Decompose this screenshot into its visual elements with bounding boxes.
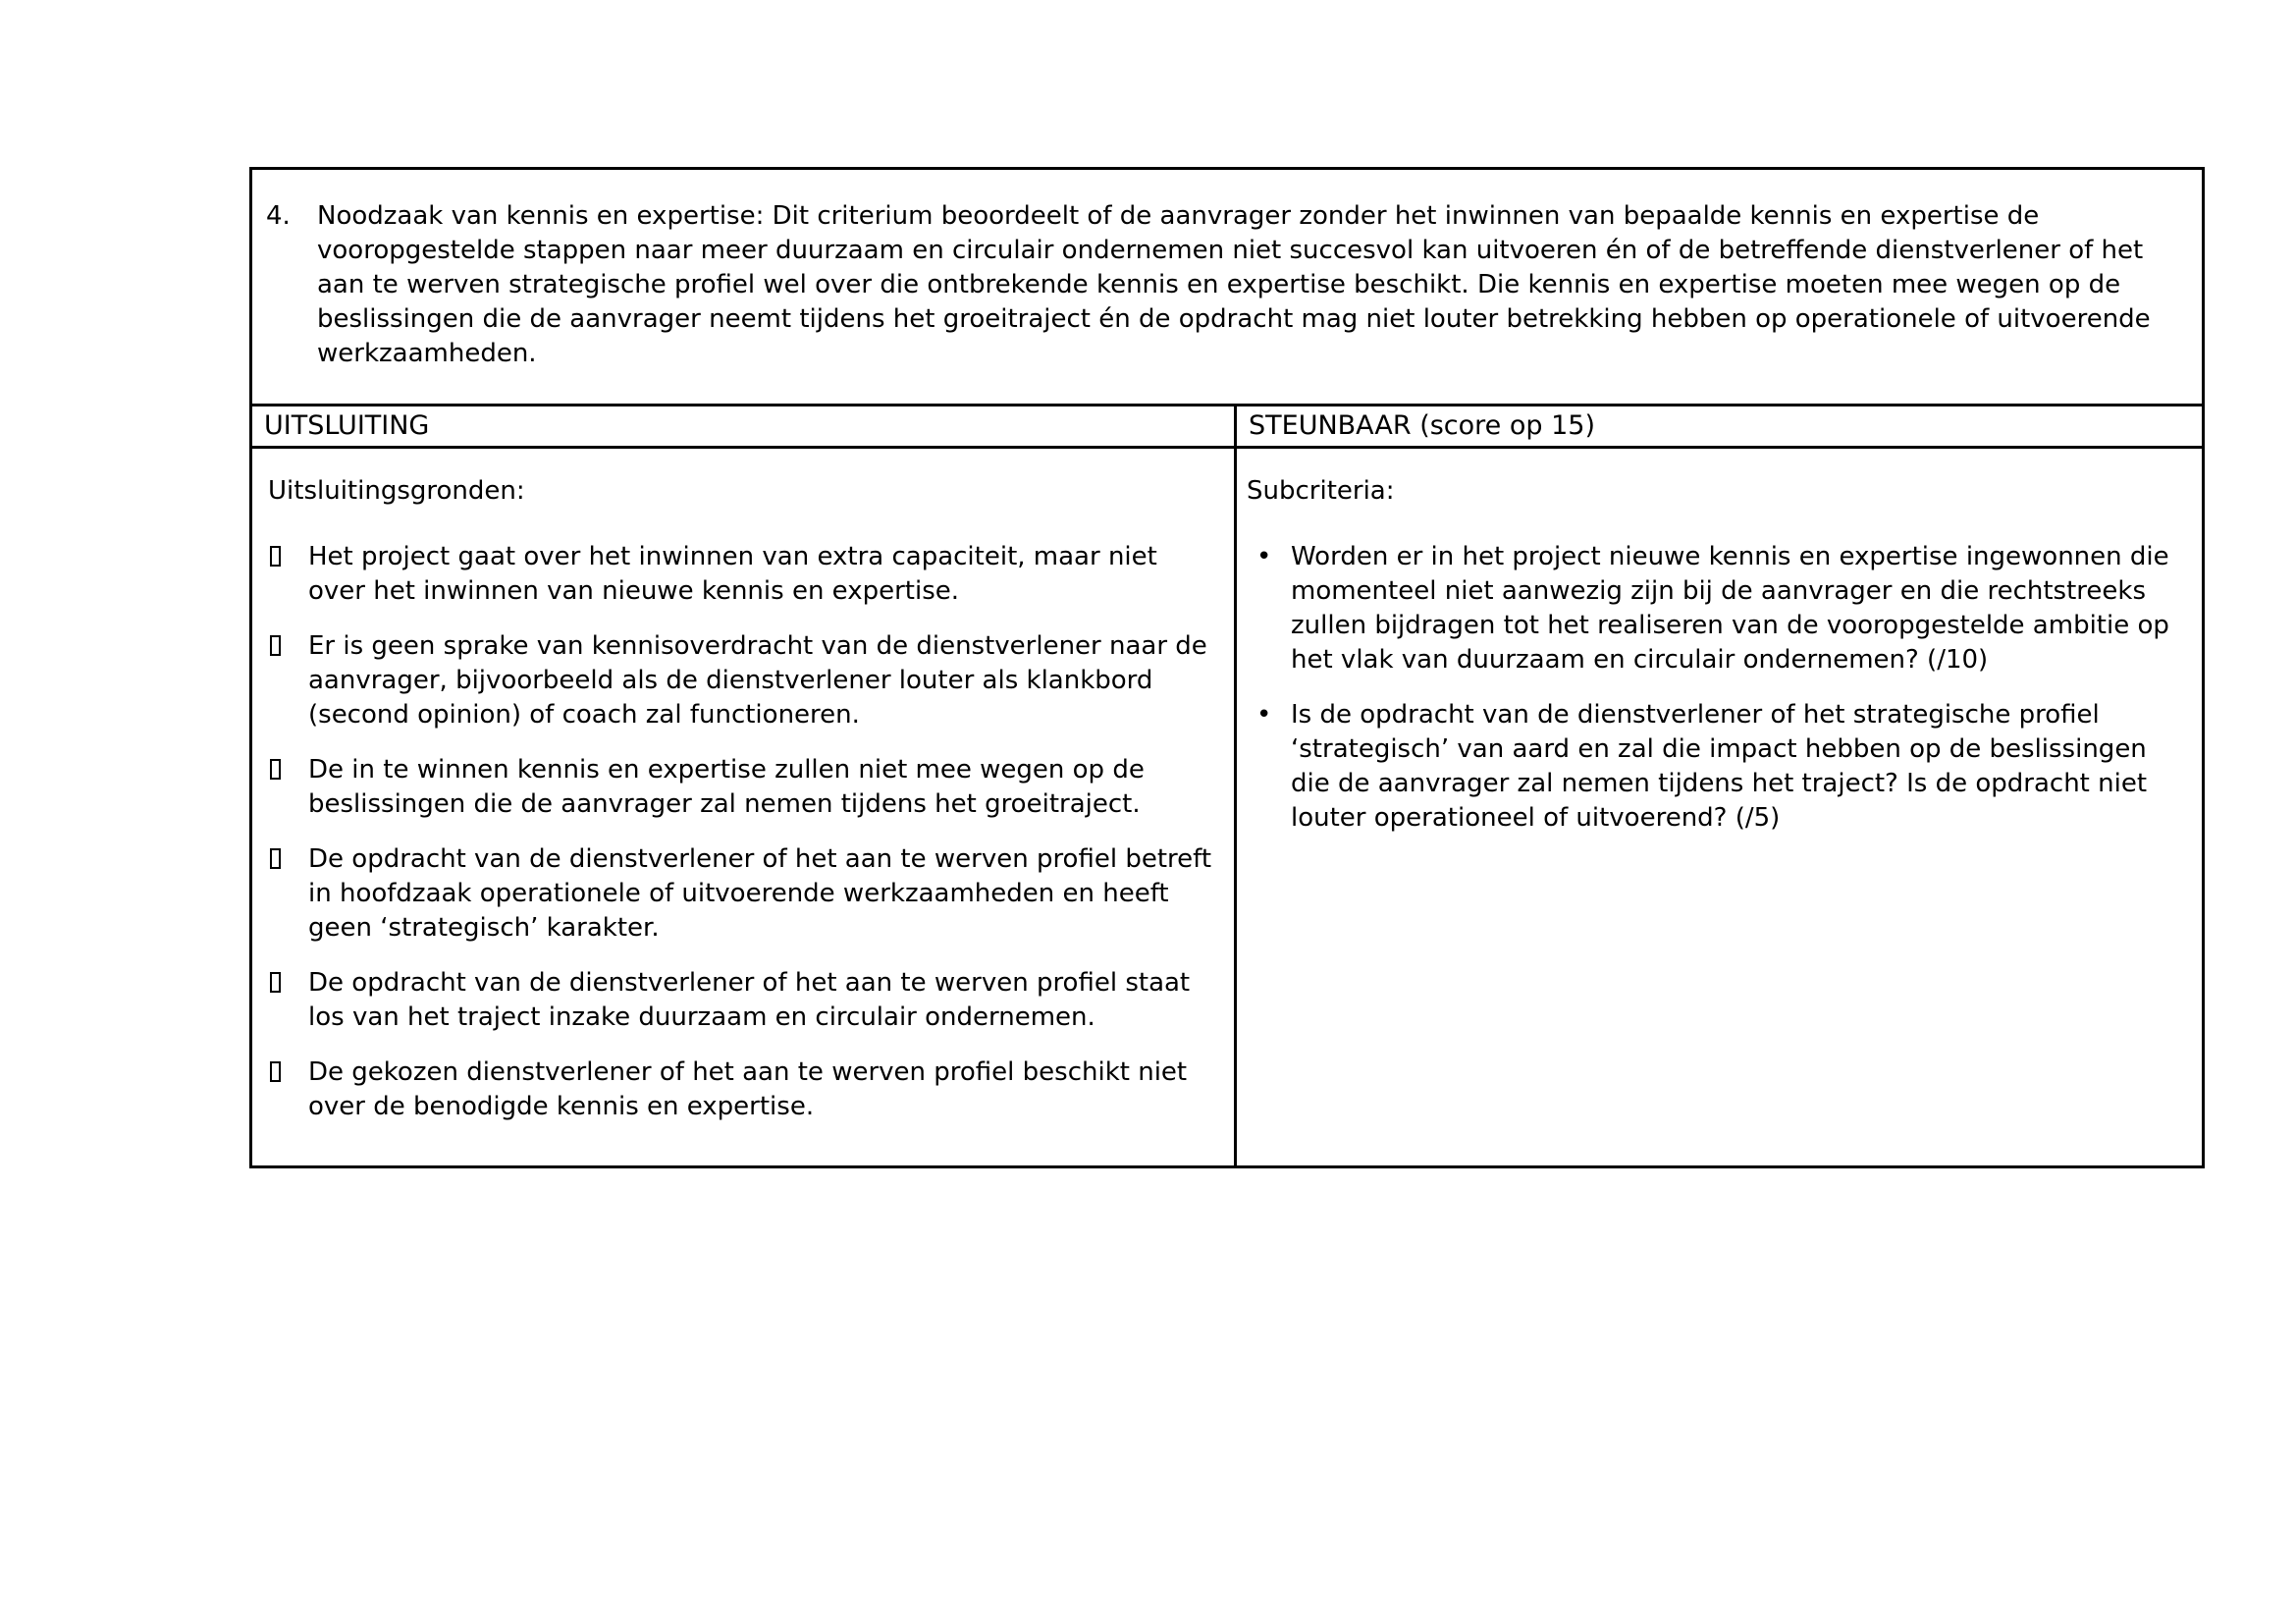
uitsluiting-list-item: [268, 842, 1224, 946]
uitsluiting-list-item: [268, 753, 1224, 822]
subcriteria-item-text: Worden er in het project nieuwe kennis en expertise ingewonnen die momenteel niet aanwezig zijn bij de aanvrager en die rechtstreeks zullen bijdragen tot het realiseren van de vooropgestelde ambitie op het vlak van duurzaam en circulair ondernemen? (/10): [1291, 542, 2169, 675]
subcriteria-list-item: [1247, 698, 2192, 836]
checkbox-marker-column: [268, 629, 308, 666]
table-body-row: [252, 449, 2202, 1165]
uitsluiting-list-item: [268, 966, 1224, 1035]
uitsluiting-item-text: De opdracht van de dienstverlener of het aan te werven profiel betreft in hoofdzaak operationele of uitvoerende werkzaamheden en heeft geen ‘strategisch’ karakter.: [308, 844, 1212, 943]
subcriteria-list-item: [1247, 540, 2192, 677]
uitsluiting-title: Uitsluitingsgronden:: [268, 476, 525, 506]
criteria-table: [249, 167, 2205, 1168]
subcriteria-title: Subcriteria:: [1247, 476, 1395, 506]
empty-checkbox-icon: [270, 848, 281, 869]
bullet-marker-column: [1247, 540, 1291, 574]
checkbox-marker-column: [268, 753, 308, 789]
criterion-paragraph: [266, 199, 2188, 371]
subcriteria-list: [1247, 540, 2192, 836]
uitsluiting-item-text: De in te winnen kennis en expertise zullen niet mee wegen op de beslissingen die de aanvrager zal nemen tijdens het groeitraject.: [308, 755, 1145, 819]
empty-checkbox-icon: [270, 972, 281, 993]
steunbaar-cell: [1237, 449, 2202, 1165]
empty-checkbox-icon: [270, 546, 281, 567]
uitsluiting-list-item: [268, 1056, 1224, 1124]
bullet-marker-column: [1247, 698, 1291, 732]
checkbox-marker-column: [268, 540, 308, 576]
uitsluiting-item-text: Het project gaat over het inwinnen van extra capaciteit, maar niet over het inwinnen van nieuwe kennis en expertise.: [308, 542, 1157, 606]
empty-checkbox-icon: [270, 1061, 281, 1082]
uitsluiting-list: [268, 540, 1224, 1124]
uitsluiting-item-text: De gekozen dienstverlener of het aan te werven profiel beschikt niet over de benodigde kennis en expertise.: [308, 1057, 1188, 1121]
criterion-intro-cell: [252, 170, 2202, 404]
bullet-icon: •: [1256, 542, 1272, 571]
uitsluiting-cell: [252, 449, 1237, 1165]
checkbox-marker-column: [268, 1056, 308, 1092]
criterion-description: Noodzaak van kennis en expertise: Dit criterium beoordeelt of de aanvrager zonder het inwinnen van bepaalde kennis en expertise de vooropgestelde stappen naar meer duurzaam en circulair ondernemen niet succesvol kan uitvoeren én of de betreffende dienstverlener of het aan te werven strategische profiel wel over die ontbrekende kennis en expertise beschikt. Die kennis en expertise moeten mee wegen op de beslissingen die de aanvrager neemt tijdens het groeitraject én de opdracht mag niet louter betrekking hebben op operationele of uitvoerende werkzaamheden.: [317, 201, 2151, 368]
empty-checkbox-icon: [270, 759, 281, 780]
uitsluiting-list-item: [268, 540, 1224, 609]
subcriteria-item-text: Is de opdracht van de dienstverlener of het strategische profiel ‘strategisch’ van aard en zal die impact hebben op de beslissingen die de aanvrager zal nemen tijdens het traject? Is de opdracht niet louter operationeel of uitvoerend? (/5): [1291, 700, 2148, 833]
table-header-row: [252, 404, 2202, 449]
empty-checkbox-icon: [270, 635, 281, 656]
uitsluiting-list-item: [268, 629, 1224, 732]
uitsluiting-item-text: De opdracht van de dienstverlener of het aan te werven profiel staat los van het traject inzake duurzaam en circulair ondernemen.: [308, 968, 1191, 1032]
bullet-icon: •: [1256, 700, 1272, 730]
checkbox-marker-column: [268, 966, 308, 1002]
criterion-number: 4.: [266, 201, 291, 231]
header-steunbaar: STEUNBAAR (score op 15): [1249, 410, 1596, 441]
checkbox-marker-column: [268, 842, 308, 879]
header-uitsluiting: UITSLUITING: [252, 406, 1237, 446]
uitsluiting-item-text: Er is geen sprake van kennisoverdracht van de dienstverlener naar de aanvrager, bijvoorbeeld als de dienstverlener louter als klankbord (second opinion) of coach zal functioneren.: [308, 631, 1207, 730]
